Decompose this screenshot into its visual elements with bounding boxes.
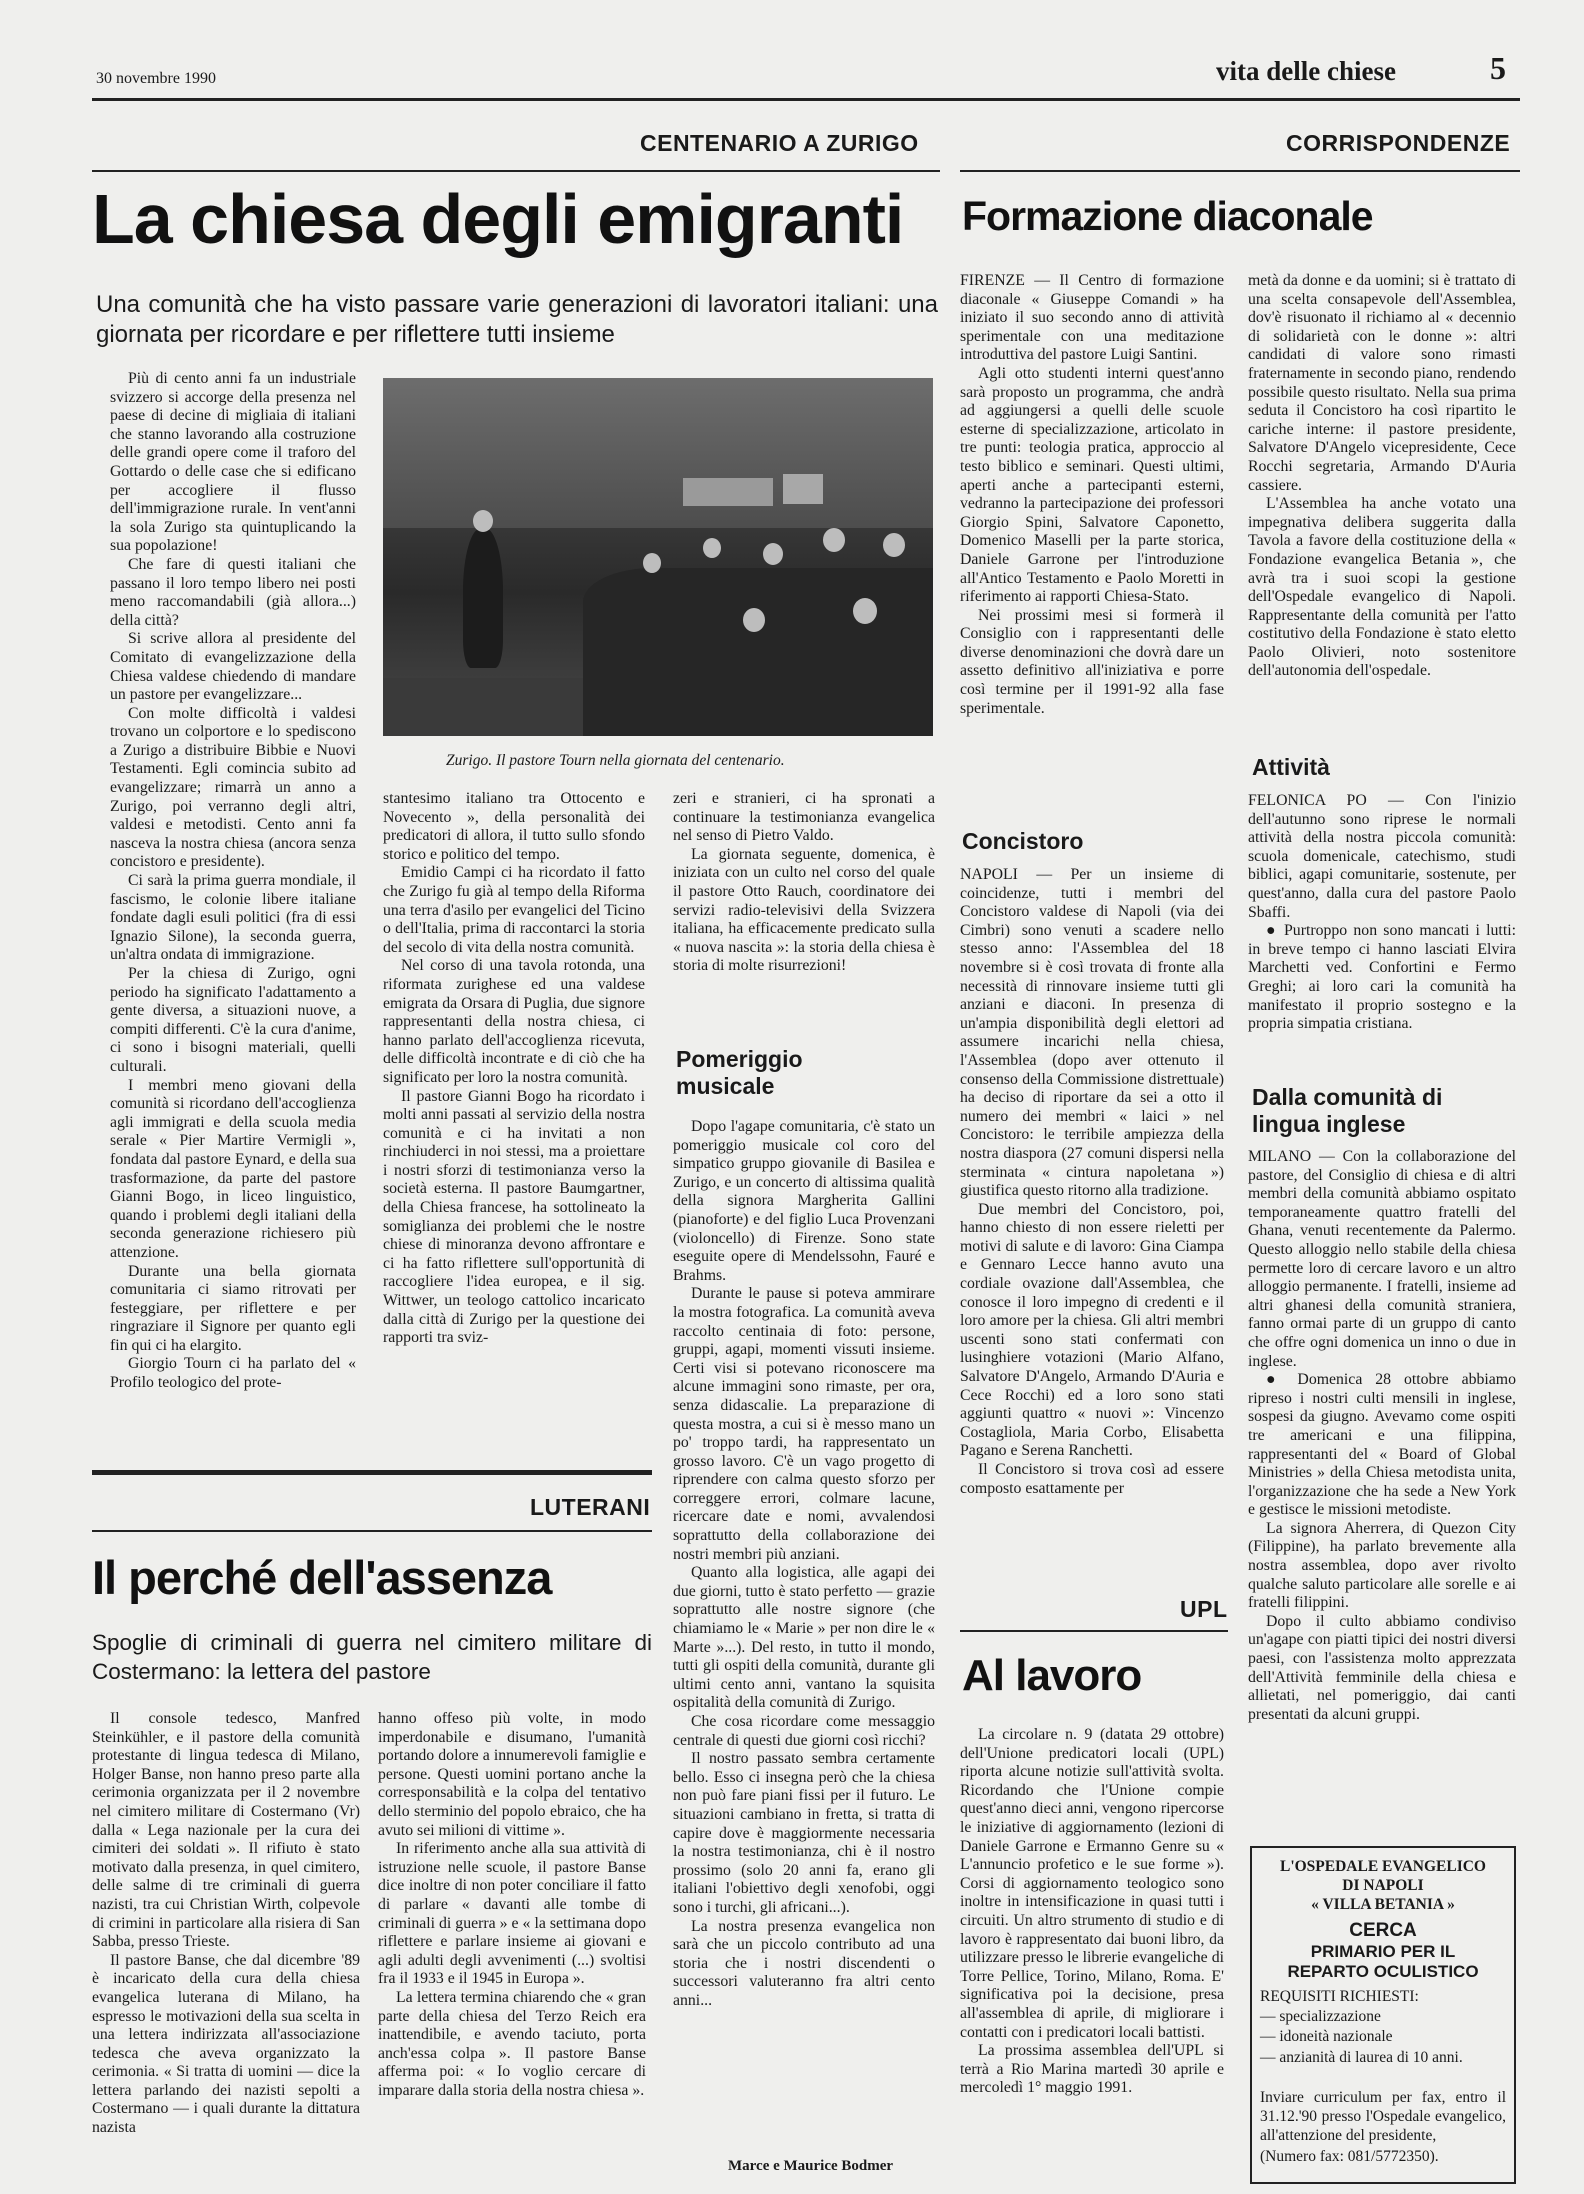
paragraph: Nel corso di una tavola rotonda, una riformata zurighese ed una valdese emigrata da Orsara di Puglia, due signore rappresentanti della nostra chiesa, ci hanno parlato dell'accoglienza ricevuta, delle difficoltà incontrate e di ciò che ha significato per loro la nostra comunità.	[383, 957, 645, 1086]
article3-title: Formazione diaconale	[962, 193, 1373, 239]
article3-subhead-lingua-inglese: Dalla comunità di lingua inglese	[1252, 1084, 1443, 1137]
article4-kicker: UPL	[1180, 1596, 1228, 1622]
article1-signature: Marce e Maurice Bodmer	[728, 2158, 894, 2174]
ad-line-4: CERCA	[1349, 1920, 1417, 1941]
ad-line-3: « VILLA BETANIA »	[1311, 1896, 1455, 1913]
paragraph: L'Assemblea ha anche votato una impegnativa delibera suggerita dalla Tavola a favore della costituzione della « Fondazione evangelica Betania », che avrà tra i suoi scopi la gestione dell'Ospedale evangelico di Napoli. Rappresentante della comunità per l'atto costitutivo della Fondazione è stato eletto Paolo Olivieri, noto sostenitore dell'autonomia dell'ospedale.	[1248, 495, 1516, 680]
article3-kicker: CORRISPONDENZE	[1286, 130, 1511, 156]
paragraph: Più di cento anni fa un industriale svizzero si accorge della presenza nel paese di decine di migliaia di italiani che stanno lavorando alla costruzione delle grandi opere come il traforo del Gottardo o delle case che si edificano per accogliere il flusso dell'immigrazione rurale. In vent'anni la sola Zurigo sta quintuplicando la sua popolazione!	[110, 370, 356, 555]
article3-column-1b	[960, 866, 1224, 1498]
paragraph: FELONICA PO — Con l'inizio dell'autunno sono riprese le normali attività della nostra piccola comunità: scuola domenicale, catechismo, studi biblici, agapi comunitarie, sostenute, per quest'anno, dalla cura del pastore Paolo Sbaffi.	[1248, 792, 1516, 921]
paragraph: metà da donne e da uomini; si è trattato di una scelta consapevole dell'Assemblea, dov'è risuonato il richiamo al « decennio di solidarietà con le donne »: altri candidati di valore sono rimasti fraternamente in secondo piano, rendendo possibile questo risultato. Nella sua prima seduta il Concistoro ha così ripartito le cariche interne: il pastore presidente, Salvatore D'Angelo vicepresidente, Cece Rocchi segretaria, Armando D'Auria cassiere.	[1248, 272, 1516, 494]
paragraph: Che fare di questi italiani che passano il loro tempo libero nei posti meno raccomandabili (già allora...) della città?	[110, 555, 356, 629]
article3-column-1	[960, 272, 1224, 718]
article1-kicker-rule	[92, 170, 940, 172]
paragraph: Il nostro passato sembra certamente bello. Esso ci insegna però che la chiesa non può fare piani fissi per il futuro. Le situazioni cambiano in fretta, si tratta di capire dove è maggiormente necessaria la nostra testimonianza, chi è il nostro prossimo (solo 20 anni fa, erano gli italiani l'obiettivo degli xenofobi, oggi sono i turchi, gli africani...).	[673, 1750, 935, 1916]
paragraph: Quanto alla logistica, alle agapi dei due giorni, tutto è stato perfetto — grazie soprattutto alle nostre signore (che chiamiamo le « Marie » per non dire le « Marte »...). Del resto, in tutto il mondo, tutti gli ospiti della comunità, durante gli ultimi cento anni, vantano la squisita ospitalità della comunità di Zurigo.	[673, 1564, 935, 1712]
paragraph: I membri meno giovani della comunità si ricordano dell'accoglienza agli immigrati e della scuola media serale « Pier Martire Vermigli », fondata dal pastore Eynard, e della sua trasformazione, da parte del pastore Gianni Bogo, in liceo linguistico, quando i problemi degli italiani della seconda generazione richiesero più attenzione.	[110, 1076, 356, 1261]
paragraph: La prossima assemblea dell'UPL si terrà a Rio Marina martedì 30 aprile e mercoledì 1° maggio 1991.	[960, 2042, 1224, 2097]
paragraph: La giornata seguente, domenica, è iniziata con un culto nel corso del quale il pastore Otto Rauch, coordinatore dei servizi radio-televisivi della Svizzera italiana, ha efficacemente predicato sulla « nuova nascita »: la storia della chiesa è storia di molte risurrezioni!	[673, 845, 935, 975]
ad-line-1: L'OSPEDALE EVANGELICO	[1279, 1858, 1486, 1875]
ad-line-2: DI NAPOLI	[1342, 1877, 1424, 1894]
paragraph: ● Purtroppo non sono mancati i lutti: in breve tempo ci hanno lasciati Elvira Marchetti ved. Confortini e Fermo Greghi; ai loro cari la comunità ha manifestato il proprio sostegno e la propria simpatia cristiana.	[1248, 922, 1516, 1033]
paragraph: Agli otto studenti interni quest'anno sarà proposto un programma, che andrà ad aggiungersi a quelli delle scuole esterne di specializzazione, articolato in tre punti: teologia pratica, approccio al testo biblico e seminari. Questi ultimi, aperti anche a partecipanti esterni, vedranno la partecipazione dei professori Giorgio Spini, Salvatore Caponetto, Domenico Maselli per la parte storica, Daniele Garrone per l'introduzione all'Antico Testamento e Paolo Moretti in riferimento ai rapporti Chiesa-Stato.	[960, 364, 1224, 606]
article1-column-2	[383, 790, 645, 1348]
paragraph: FIRENZE — Il Centro di formazione diaconale « Giuseppe Comandi » ha iniziato il suo secondo anno di attività sperimentale con una meditazione introduttiva del pastore Luigi Santini.	[960, 272, 1224, 364]
paragraph: Due membri del Concistoro, poi, hanno chiesto di non essere rieletti per motivi di salute e di lavoro: Gina Ciampa e Gennaro Lecce hanno avuto una cordiale ovazione dall'Assemblea, che conosce il loro impegno di credenti e il loro amore per la chiesa. Gli altri membri uscenti sono stati confermati con lusinghiere votazioni (Mario Alfano, Salvatore D'Angelo, Armando D'Auria e Cece Rocchi) ed a loro sono stati aggiunti quattro « nuovi »: Vincenzo Costagliola, Maria Corbo, Elisabetta Pagano e Serena Ranchetti.	[960, 1200, 1224, 1460]
paragraph: ● Domenica 28 ottobre abbiamo ripreso i nostri culti mensili in inglese, sospesi da giugno. Avevamo come ospiti tre americani e una filippina, rappresentanti del « Board of Global Ministries » della Chiesa metodista unita, l'organizzazione che ha sede a New York e gestisce le missioni metodiste.	[1248, 1371, 1516, 1519]
ad-requirement-3: — anzianità di laurea di 10 anni.	[1260, 2049, 1463, 2066]
article1-kicker: CENTENARIO A ZURIGO	[640, 130, 919, 156]
paragraph: La nostra presenza evangelica non sarà che un piccolo contributo ad una storia che i nostri discendenti o successori valuteranno fra altri cento anni...	[673, 1917, 935, 2009]
ad-requirement-2: — idoneità nazionale	[1260, 2028, 1393, 2045]
article3-column-2c	[1248, 1148, 1516, 1724]
publication-name: vita delle chiese	[1216, 56, 1396, 86]
paragraph: In riferimento anche alla sua attività di istruzione nelle scuole, il pastore Banse dice inoltre di non poter conciliare il fatto di parlare « davanti alle tombe di criminali di guerra » e « la settimana dopo riflettere e parlare insieme ai giovani e agli adulti degli avvenimenti (...) svoltisi fra il 1933 e il 1945 in Europa ».	[378, 1840, 646, 1988]
article4-column	[960, 1726, 1224, 2098]
ad-requirement-1: — specializzazione	[1260, 2008, 1381, 2025]
paragraph: Il Concistoro si trova così ad essere composto esattamente per	[960, 1461, 1224, 1497]
article1-column-3	[673, 790, 935, 976]
article2-kicker-rule	[92, 1530, 652, 1532]
article2-column-2	[378, 1710, 646, 2100]
ad-text: Inviare curriculum per fax, entro il 31.12.'90 presso l'Ospedale evangelico, all'attenzione del presidente,	[1260, 2089, 1506, 2144]
paragraph: stantesimo italiano tra Ottocento e Novecento », della personalità dei predicatori di allora, il tutto sullo sfondo storico e politico del tempo.	[383, 790, 645, 863]
article2-column-1	[92, 1710, 360, 2138]
paragraph: Per la chiesa di Zurigo, ogni periodo ha significato l'adattamento a gente diversa, a situazioni nuove, a compiti differenti. C'è la cura d'anime, ci sono i bisogni materiali, quelli culturali.	[110, 965, 356, 1075]
paragraph: Dopo l'agape comunitaria, c'è stato un pomeriggio musicale col coro del simpatico gruppo giovanile di Basilea e Zurigo, e un concerto di altissima qualità della signora Margherita Gallini (pianoforte) e del figlio Luca Provenzani (violoncello) di Firenze. Sono state eseguite opere di Mendelssohn, Fauré e Brahms.	[673, 1118, 935, 1284]
article1-subhead-pomeriggio: Pomeriggio musicale	[676, 1046, 803, 1099]
paragraph: hanno offeso più volte, in modo imperdonabile e disumano, l'umanità portando dolore a innumerevoli famiglie e persone. Questi uomini portano anche la corresponsabilità e la colpa del tentativo dello sterminio del popolo ebraico, che ha avuto sei milioni di vittime ».	[378, 1710, 646, 1839]
article2-deck: Spoglie di criminali di guerra nel cimitero militare di Costermano: la lettera del pastore	[92, 1630, 652, 1684]
paragraph: Si scrive allora al presidente del Comitato di evangelizzazione della Chiesa valdese chiedendo di mandare un pastore per evangelizzare...	[110, 630, 356, 704]
article2-kicker: LUTERANI	[530, 1494, 651, 1520]
article3-subhead-attivita: Attività	[1252, 754, 1330, 780]
article1-photo-caption: Zurigo. Il pastore Tourn nella giornata del centenario.	[446, 752, 785, 769]
paragraph: Durante le pause si poteva ammirare la mostra fotografica. La comunità aveva raccolto centinaia di foto: persone, gruppi, agapi, momenti vissuti insieme. Certi visi si potevano riconoscere ma alcune immagini sono rimaste, per ora, senza didascalie. La preparazione di questa mostra, a cui si è messo mano un po' troppo tardi, ha rappresentato un grosso lavoro. C'è un vago progetto di riprendere con calma questo sforzo per correggere errori, colmare lacune, ricercare date e nomi, avvalendosi soprattutto della collaborazione dei nostri membri più anziani.	[673, 1285, 935, 1563]
paragraph: NAPOLI — Per un insieme di coincidenze, tutti i membri del Concistoro valdese di Napoli (via dei Cimbri) sono venuti a scadere nello stesso anno: l'Assemblea del 18 novembre si è così trovata di fronte alla necessità di rinnovare insieme tutti gli anziani e diaconi. In presenza di un'ampia disponibilità degli elettori ad assumere incarichi nella chiesa, l'Assemblea (dopo aver ottenuto il consenso della Commissione distrettuale) ha deciso di riportare da sei a otto il numero dei membri « laici » nel Concistoro: le terribile ampiezza della nostra diaspora (27 comuni dispersi nella sterminata « cintura napoletana ») giustifica questo ritorno alla tradizione.	[960, 866, 1224, 1200]
article1-title: La chiesa degli emigranti	[92, 180, 904, 258]
paragraph: Il pastore Gianni Bogo ha ricordato i molti anni passati al servizio della nostra comunità e ci ha invitati a non rinchiuderci in noi stessi, ma a proiettare i nostri sforzi di testimonianza verso la società esterna. Il pastore Baumgartner, della Chiesa francese, ha sottolineato la somiglianza dei problemi che le nostre chiese di minoranza devono affrontare e ci ha fatto riflettere sull'opportunità di raccogliere l'idea europea, e il sig. Wittwer, un teologo cattolico incaricato dalla città di Zurigo per la questione dei rapporti tra sviz-	[383, 1087, 645, 1347]
article2-title: Il perché dell'assenza	[92, 1551, 552, 1604]
header-rule	[92, 98, 1520, 101]
article3-kicker-rule	[960, 170, 1520, 172]
paragraph: Il console tedesco, Manfred Steinkühler, e il pastore della comunità protestante di lingua tedesca di Milano, Holger Banse, non hanno preso parte alla cerimonia organizzata per il 2 novembre nel cimitero militare di Costermano (Vr) dalla « Lega nazionale per la cura dei cimiteri dei soldati ». Il rifiuto è stato motivato dalla presenza, in quel cimitero, delle salme di tre criminali di guerra nazisti, tra cui Christian Wirth, colpevole di crimini in particolare alla risiera di San Sabba, presso Trieste.	[92, 1710, 360, 1951]
page-number: 5	[1490, 50, 1506, 86]
article1-column-3b	[673, 1118, 935, 2011]
article1-deck: Una comunità che ha visto passare varie generazioni di lavoratori italiani: una giornata per ricordare e per riflettere tutti insieme	[96, 291, 938, 348]
paragraph: Il pastore Banse, che dal dicembre '89 è incaricato della cura della chiesa evangelica luterana di Milano, ha espresso le motivazioni della sua scelta in una lettera indirizzata all'associazione tedesca che aveva organizzato la cerimonia. « Si tratta di uomini — dice la lettera parlando dei nazisti sepolti a Costermano — i quali durante la dittatura nazista	[92, 1951, 360, 2137]
article2-top-rule	[92, 1470, 652, 1475]
ad-line-6: REPARTO OCULISTICO	[1287, 1962, 1479, 1981]
paragraph: MILANO — Con la collaborazione del pastore, del Consiglio di chiesa e di altri membri della comunità abbiamo ospitato temporaneamente quattro fratelli del Ghana, venuti recentemente da Palermo. Questo alloggio nello stabile della chiesa permette loro di cercare lavoro e un altro alloggio permanente. I fratelli, insieme ad altri ghanesi della comunità straniera, fanno ormai parte di un gruppo di canto che offre ogni domenica un inno o due in inglese.	[1248, 1148, 1516, 1370]
article1-photo	[383, 378, 933, 736]
paragraph: Nei prossimi mesi si formerà il Consiglio con i rappresentanti delle diverse denominazioni che dovrà dare un assetto definitivo all'iniziativa e porre così termine per il 1991-92 alla fase sperimentale.	[960, 606, 1224, 717]
article1-column-1	[110, 370, 356, 1393]
paragraph: Dopo il culto abbiamo condiviso un'agape con piatti tipici dei nostri diversi paesi, con l'assistenza molto apprezzata dell'Attività femminile della chiesa e allietati, nel pomeriggio, dai canti presentati da alcuni gruppi.	[1248, 1612, 1516, 1723]
paragraph: Ci sarà la prima guerra mondiale, il fascismo, le colonie libere italiane fondate dagli esuli politici (fra di essi Ignazio Silone), la seconda guerra, un'altra ondata di immigrazione.	[110, 872, 356, 964]
ad-fax: (Numero fax: 081/5772350).	[1260, 2148, 1439, 2165]
article3-column-2	[1248, 272, 1516, 681]
article4-kicker-rule	[960, 1630, 1228, 1632]
paragraph: Emidio Campi ci ha ricordato il fatto che Zurigo fu già al tempo della Riforma una terra d'asilo per evangelici del Ticino o dell'Italia, prima di raccontarci la storia del secolo di vita della nostra comunità.	[383, 864, 645, 956]
paragraph: La lettera termina chiarendo che « gran parte della chiesa del Terzo Reich era inattendibile, e avendo taciuto, porta anch'essa colpa ». Il pastore Banse afferma poi: « Io voglio cercare di imparare dalla storia della nostra chiesa ».	[378, 1988, 646, 2099]
ad-line-5: PRIMARIO PER IL	[1310, 1942, 1456, 1961]
issue-date: 30 novembre 1990	[96, 70, 216, 87]
article4-title: Al lavoro	[962, 1651, 1142, 1700]
paragraph: La signora Aherrera, di Quezon City (Filippine), ha parlato brevemente alla nostra assemblea, dopo aver rivolto qualche saluto particolare alle sorelle e ai fratelli filippini.	[1248, 1519, 1516, 1612]
paragraph: Durante una bella giornata comunitaria ci siamo ritrovati per festeggiare, per riflettere e per ringraziare il Signore per quanto egli fin qui ci ha elargito.	[110, 1262, 356, 1354]
paragraph: zeri e stranieri, ci ha spronati a continuare la testimonianza evangelica nel senso di Pietro Valdo.	[673, 790, 935, 845]
paragraph: Giorgio Tourn ci ha parlato del « Profilo teologico del prote-	[110, 1355, 356, 1392]
paragraph: Con molte difficoltà i valdesi trovano un colportore e lo spediscono a Zurigo a distribuire Bibbie e Nuovi Testamenti. Egli comincia subito ad evangelizzare; rimarrà un anno a Zurigo, poi verranno degli altri, valdesi e metodisti. Cento anni fa nasceva la nostra chiesa (ancora senza concistoro e presidente).	[110, 704, 356, 871]
hospital-ad	[1250, 1846, 1516, 2184]
ad-requirements-title: REQUISITI RICHIESTI:	[1260, 1988, 1419, 2005]
paragraph: La circolare n. 9 (datata 29 ottobre) dell'Unione predicatori locali (UPL) riporta alcune notizie sull'attività svolta. Ricordando che l'Unione compie quest'anno dieci anni, vengono ripercorse le iniziative di aggiornamento (lezioni di Daniele Garrone e Ermanno Genre su « L'annuncio profetico e le sue forme »). Corsi di aggiornamento teologico sono inoltre in intensificazione in quasi tutti i circuiti. Un altro strumento di studio e di lavoro è rappresentato dai buoni libro, da utilizzare presso le librerie evangeliche di Torre Pellice, Torino, Milano, Roma. E' significativa poi la decisione, presa all'assemblea di aprile, di migliorare i contatti con i predicatori locali battisti.	[960, 1726, 1224, 2041]
paragraph: Che cosa ricordare come messaggio centrale di questi due giorni così ricchi?	[673, 1713, 935, 1749]
article3-column-2b	[1248, 792, 1516, 1034]
article3-subhead-concistoro: Concistoro	[962, 828, 1084, 854]
